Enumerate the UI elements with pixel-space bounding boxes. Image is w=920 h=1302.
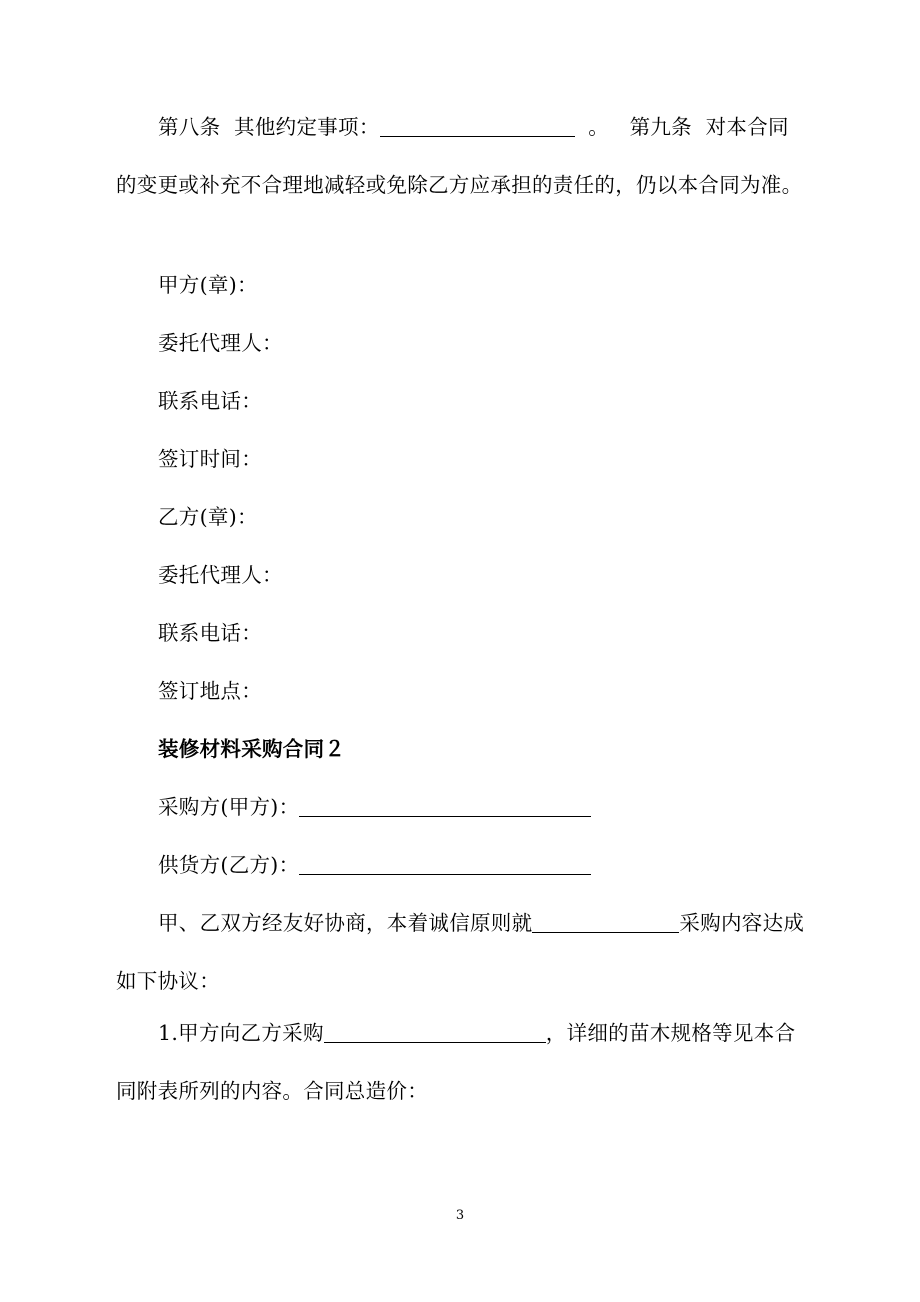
contract-2-heading: 装修材料采购合同２ — [158, 737, 346, 761]
supplier-label: 供货方(乙方)： — [158, 853, 300, 877]
supplier-line — [116, 836, 806, 894]
clause-9-label: 第九条 — [629, 115, 692, 139]
item-1-blank — [324, 1022, 546, 1044]
intro-text-after: 采购内容达成如下协议： — [116, 911, 805, 993]
item-1-text-after: ，详细的苗木规格等见本合同附表所列的内容。合同总造价： — [116, 1021, 796, 1103]
party-a-agent: 委托代理人： — [158, 331, 283, 355]
party-b-agent: 委托代理人： — [158, 563, 283, 587]
page-number: 3 — [455, 1208, 465, 1223]
intro-paragraph — [116, 894, 806, 1010]
party-a-seal: 甲方(章)： — [158, 273, 258, 297]
clause-8-text: 其他约定事项： — [234, 115, 380, 139]
intro-text-before: 甲、乙双方经友好协商，本着诚信原则就 — [158, 911, 533, 935]
clause-8-label: 第八条 — [158, 115, 221, 139]
item-1-paragraph — [116, 1004, 806, 1120]
party-b-phone: 联系电话： — [158, 621, 262, 645]
buyer-label: 采购方(甲方)： — [158, 795, 300, 819]
item-1-text-before: 1.甲方向乙方采购 — [158, 1021, 324, 1045]
clause-9-text: 对本合同的变更或补充不合理地减轻或免除乙方应承担的责任的，仍以本合同为准。 — [116, 115, 803, 197]
party-a-date: 签订时间： — [158, 447, 262, 471]
party-a-phone: 联系电话： — [158, 389, 262, 413]
clause-8-end: 。 — [588, 115, 610, 139]
buyer-blank — [299, 796, 591, 818]
supplier-blank — [299, 854, 591, 876]
clause-8-9-paragraph — [116, 98, 806, 214]
buyer-line — [116, 778, 806, 836]
party-b-place: 签订地点： — [158, 679, 262, 703]
party-b-seal: 乙方(章)： — [158, 505, 258, 529]
clause-8-blank — [380, 116, 575, 138]
intro-blank — [532, 912, 679, 934]
